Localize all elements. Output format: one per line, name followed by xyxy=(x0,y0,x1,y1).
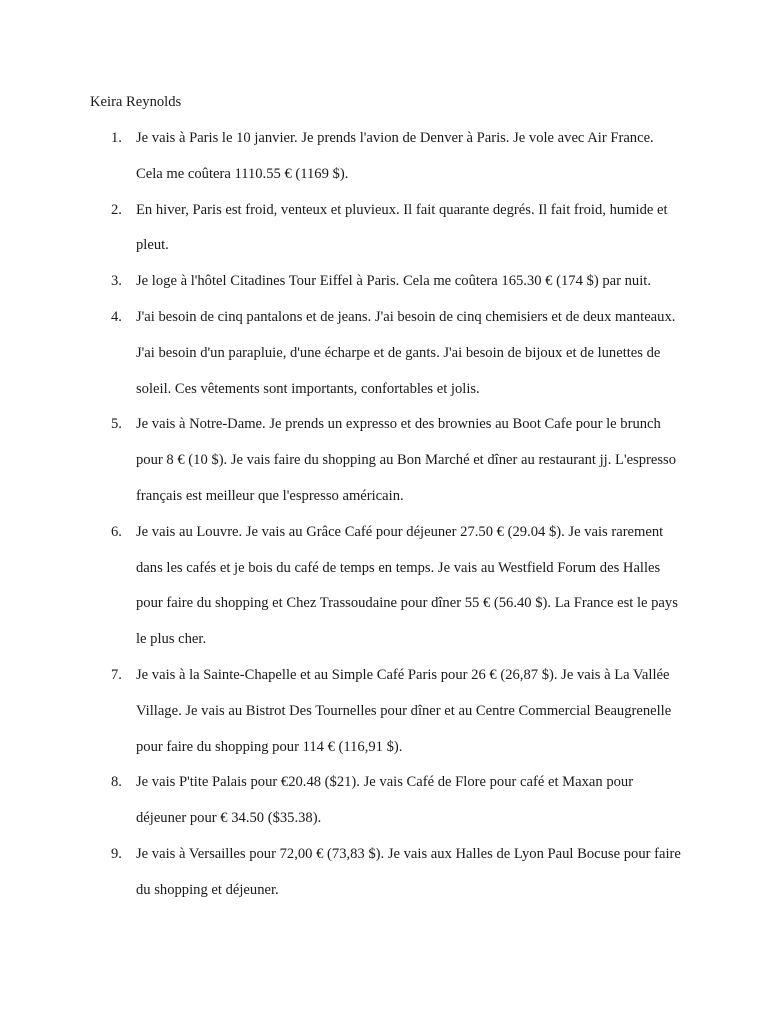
list-item xyxy=(0,837,681,909)
list-item-text: Je vais à Paris le 10 janvier. Je prends l'avion de Denver à Paris. Je vole avec Air France. Cela me coûtera 1110.55 € (1169 $). xyxy=(136,130,654,182)
list-item xyxy=(0,765,681,837)
list-item xyxy=(0,515,681,658)
list-item xyxy=(0,407,681,514)
list-item xyxy=(0,658,681,765)
list-item-text: Je vais à Notre-Dame. Je prends un expresso et des brownies au Boot Cafe pour le brunch pour 8 € (10 $). Je vais faire du shopping au Bon Marché et dîner au restaurant jj. L'espresso français est meilleur que l'espresso américain. xyxy=(136,416,677,504)
author-name: Keira Reynolds xyxy=(90,94,182,110)
list-item-number: 1. xyxy=(111,130,122,146)
list-item-number: 2. xyxy=(111,201,122,218)
list-item-number: 6. xyxy=(111,523,122,540)
list-item-text: Je vais à Versailles pour 72,00 € (73,83 $). Je vais aux Halles de Lyon Paul Bocuse pour faire du shopping et déjeuner. xyxy=(136,845,681,898)
list-item xyxy=(0,300,681,407)
list-item-number: 7. xyxy=(111,666,122,683)
list-item-text: En hiver, Paris est froid, venteux et pluvieux. Il fait quarante degrés. Il fait froid, humide et pleut. xyxy=(136,201,668,254)
list-item-number: 9. xyxy=(111,845,122,862)
numbered-list xyxy=(0,121,768,909)
list-item xyxy=(0,264,681,300)
list-item-number: 4. xyxy=(111,308,122,325)
list-item-number: 3. xyxy=(111,273,122,290)
list-item xyxy=(0,193,681,265)
list-item-number: 5. xyxy=(111,416,122,433)
list-item-text: J'ai besoin de cinq pantalons et de jeans. J'ai besoin de cinq chemisiers et de deux manteaux. J'ai besoin d'un parapluie, d'une écharpe et de gants. J'ai besoin de bijoux et de lunettes de soleil. Ces vêtements sont importants, confortables et jolis. xyxy=(136,308,676,397)
list-item-text: Je vais P'tite Palais pour €20.48 ($21). Je vais Café de Flore pour café et Maxan pour déjeuner pour € 34.50 ($35.38). xyxy=(136,774,634,827)
list-item-number: 8. xyxy=(111,774,122,791)
list-item-text: Je loge à l'hôtel Citadines Tour Eiffel à Paris. Cela me coûtera 165.30 € (174 $) par nuit. xyxy=(136,273,651,290)
list-item-text: Je vais à la Sainte-Chapelle et au Simple Café Paris pour 26 € (26,87 $). Je vais à La Vallée Village. Je vais au Bistrot Des Tournelles pour dîner et au Centre Commercial Beaugrenelle pour faire du shopping pour 114 € (116,91 $). xyxy=(136,666,672,755)
list-item-text: Je vais au Louvre. Je vais au Grâce Café pour déjeuner 27.50 € (29.04 $). Je vais rarement dans les cafés et je bois du café de temps en temps. Je vais au Westfield Forum des Halles pour faire du shopping et Chez Trassoudaine pour dîner 55 € (56.40 $). La France est le pays le plus cher. xyxy=(136,523,678,648)
list-item xyxy=(0,121,681,193)
